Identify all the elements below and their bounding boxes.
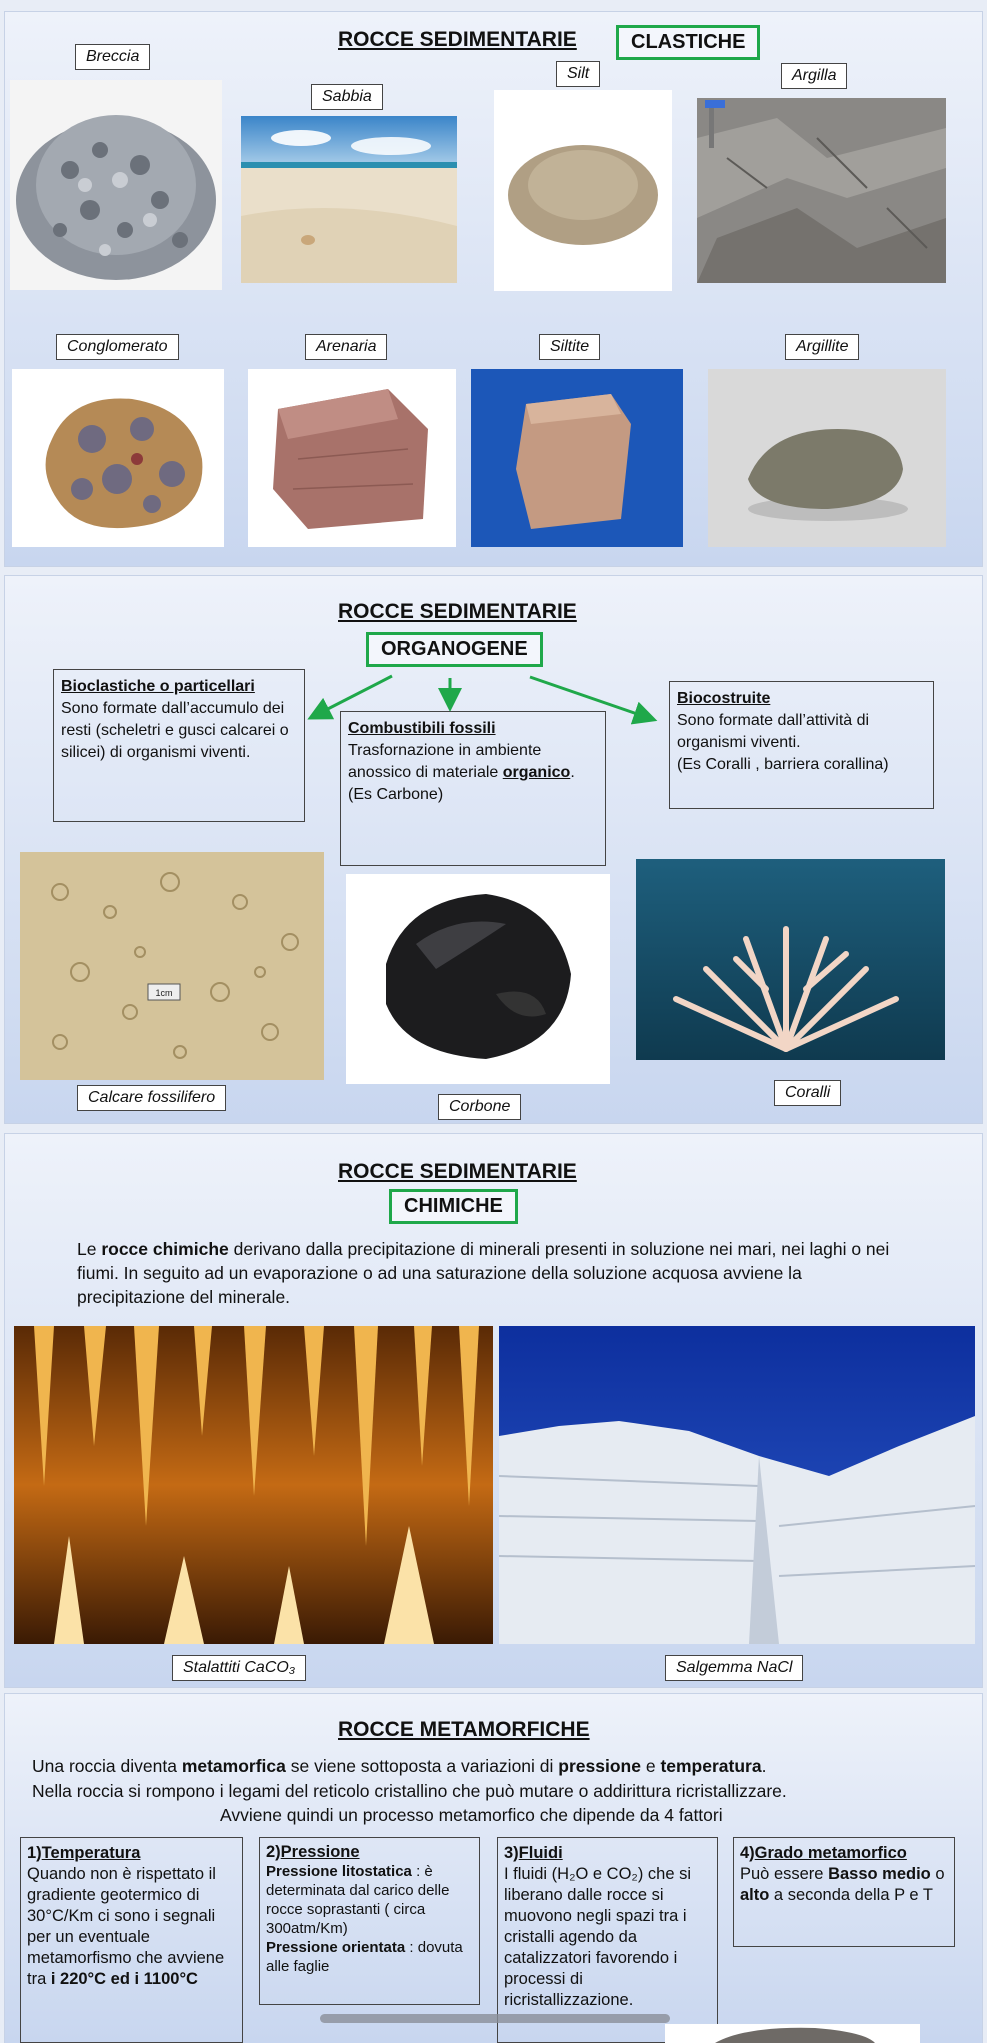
argilla-image: [697, 98, 946, 283]
chimiche-tag: CHIMICHE: [389, 1189, 518, 1224]
label-arenaria: Arenaria: [305, 334, 387, 360]
biocostruite-heading: Biocostruite: [677, 690, 771, 707]
clastiche-title: ROCCE SEDIMENTARIE: [338, 28, 577, 51]
metamorfiche-line1: [32, 1754, 766, 1778]
f4-t3: a seconda della P e T: [769, 1886, 933, 1904]
combustibili-text: Trasfornazione in ambiente anossico di materiale: [348, 742, 542, 781]
meta-l1-a: Una roccia diventa: [32, 1756, 182, 1776]
siltite-image: [471, 369, 683, 547]
clastiche-tag: CLASTICHE: [616, 25, 760, 60]
label-argilla: Argilla: [781, 63, 847, 89]
metamorfiche-title: ROCCE METAMORFICHE: [338, 1718, 590, 1741]
label-corbone: Corbone: [438, 1094, 521, 1120]
biocostruite-box: [669, 681, 934, 809]
chimiche-para-bold: rocce chimiche: [101, 1239, 229, 1259]
label-calcare-fossilifero: Calcare fossilifero: [77, 1085, 226, 1111]
calcare-fossilifero-image: [20, 852, 324, 1080]
meta-l1-b: metamorfica: [181, 1756, 286, 1776]
biocostruite-text: Sono formate dall’attività di organismi viventi.: [677, 712, 870, 751]
label-coralli: Coralli: [774, 1080, 841, 1106]
label-siltite: Siltite: [539, 334, 600, 360]
chimiche-title: ROCCE SEDIMENTARIE: [338, 1160, 577, 1183]
combustibili-dot: .: [570, 764, 575, 781]
label-conglomerato: Conglomerato: [56, 334, 179, 360]
bioclastiche-box: [53, 669, 305, 822]
organogene-title: ROCCE SEDIMENTARIE: [338, 600, 577, 623]
sabbia-image: [241, 116, 457, 283]
rock-thumbnail-bottom: [665, 2024, 920, 2043]
stalattiti-image: [14, 1326, 493, 1644]
carbone-image: [346, 874, 610, 1084]
coralli-image: [636, 859, 945, 1060]
meta-l1-d: pressione: [558, 1756, 641, 1776]
scale-label: 1cm: [155, 988, 173, 998]
label-stalattiti: Stalattiti CaCO₃: [172, 1655, 306, 1681]
salgemma-image: [499, 1326, 975, 1644]
f1-bold: i 220°C ed i 1100°C: [50, 1970, 198, 1988]
conglomerato-image: [12, 369, 224, 547]
f3-num: 3): [504, 1844, 519, 1862]
meta-l1-g: .: [761, 1756, 767, 1776]
combustibili-example: (Es Carbone): [348, 786, 444, 803]
f1-text: Quando non è rispettato il gradiente geotermico di 30°C/Km ci sono i segnali per un eventuale metamorfismo che avviene tra: [27, 1865, 225, 1988]
f2-t1: : è determinata dal carico delle rocce soprastanti ( circa 300atm/Km): [266, 1863, 450, 1937]
meta-l1-f: temperatura: [660, 1756, 762, 1776]
f2-head: Pressione: [280, 1843, 360, 1861]
f2-num: 2): [266, 1843, 281, 1861]
arenaria-image: [248, 369, 456, 547]
argillite-image: [708, 369, 946, 547]
label-sabbia: Sabbia: [311, 84, 383, 110]
factor-temperatura-box: [20, 1837, 243, 2043]
bioclastiche-heading: Bioclastiche o particellari: [61, 678, 255, 695]
f4-num: 4): [740, 1844, 755, 1862]
combustibili-bold: organico: [502, 764, 571, 781]
factor-grado-box: [733, 1837, 955, 1947]
f3-head: Fluidi: [518, 1844, 563, 1862]
chimiche-paragraph: [77, 1237, 907, 1309]
f4-b1: Basso medio: [828, 1865, 931, 1883]
f4-t2: o: [930, 1865, 945, 1883]
f4-head: Grado metamorfico: [754, 1844, 907, 1862]
metamorfiche-line2: Nella roccia si rompono i legami del reticolo cristallino che può mutare o addirittura ricristallizzare.: [32, 1781, 787, 1801]
silt-image: [494, 90, 672, 291]
f1-head: Temperatura: [41, 1844, 141, 1862]
f1-num: 1): [27, 1844, 42, 1862]
label-argillite: Argillite: [785, 334, 859, 360]
bioclastiche-text: Sono formate dall’accumulo dei resti (scheletri e gusci calcarei o silicei) di organismi viventi.: [61, 700, 289, 761]
f4-b2: alto: [740, 1886, 770, 1904]
biocostruite-example: (Es Coralli , barriera corallina): [677, 756, 889, 773]
factor-fluidi-box: [497, 1837, 718, 2043]
meta-l1-e: e: [640, 1756, 661, 1776]
chimiche-para-post: derivano dalla precipitazione di minerali presenti in soluzione nei mari, nei laghi o nei fiumi. In seguito ad un evaporazione o ad una saturazione della soluzione acquosa avviene la precipitazione del minerale.: [77, 1239, 890, 1307]
combustibili-box: [340, 711, 606, 866]
breccia-image: [10, 80, 222, 290]
meta-l1-c: se viene sottoposta a variazioni di: [285, 1756, 559, 1776]
metamorfiche-line3: Avviene quindi un processo metamorfico che dipende da 4 fattori: [220, 1805, 723, 1825]
f2-b2: Pressione orientata: [266, 1939, 406, 1956]
factor-pressione-box: [259, 1837, 480, 2005]
f4-t1: Può essere: [740, 1865, 829, 1883]
horizontal-scrollbar[interactable]: [320, 2014, 670, 2023]
f2-t2: : dovuta alle faglie: [266, 1939, 463, 1975]
f2-b1: Pressione litostatica: [266, 1863, 412, 1880]
chimiche-para-pre: Le: [77, 1239, 102, 1259]
organogene-tag: ORGANOGENE: [366, 632, 543, 667]
label-silt: Silt: [556, 61, 600, 87]
combustibili-heading: Combustibili fossili: [348, 720, 496, 737]
f3-text: I fluidi (H₂O e CO₂) che si liberano dalle rocce si muovono negli spazi tra i cristalli agendo da catalizzatori favorendo i processi di ricristallizzazione.: [504, 1865, 692, 2009]
label-breccia: Breccia: [75, 44, 150, 70]
label-salgemma: Salgemma NaCl: [665, 1655, 803, 1681]
